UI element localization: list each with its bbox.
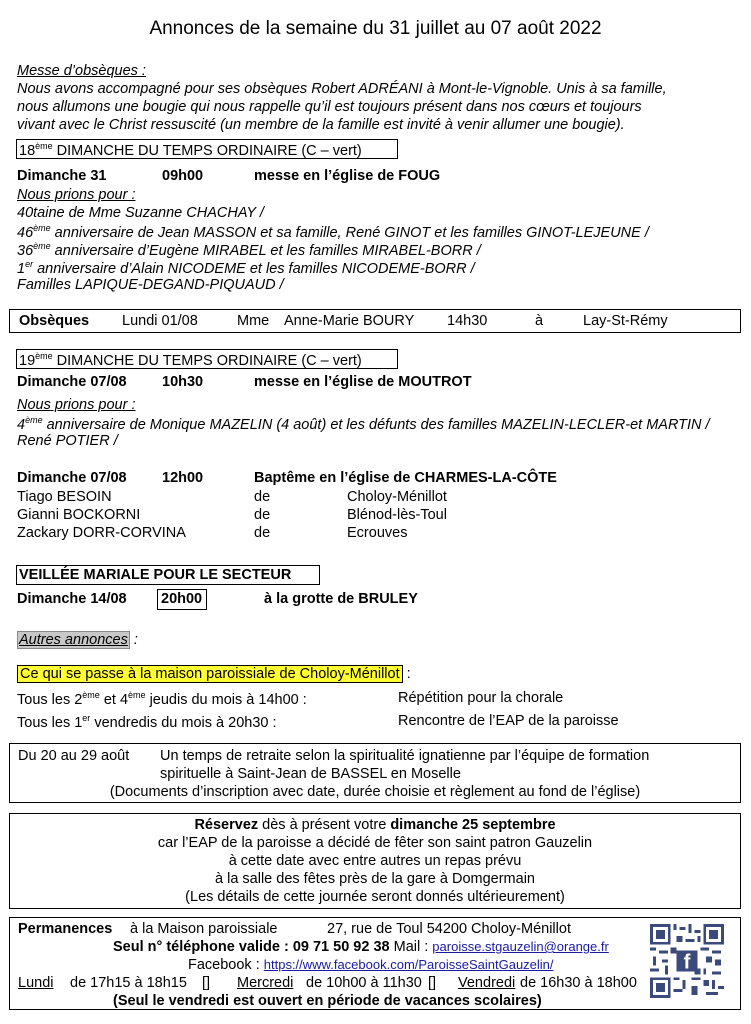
hours-sep: []	[202, 975, 211, 991]
retraite-dates: Du 20 au 29 août	[18, 748, 130, 764]
hours-vendredi: Vendredi	[458, 975, 516, 991]
maison-row: Tous les 1er vendredis du mois à 20h30 :	[17, 713, 277, 731]
baptism-child-name: Gianni BOCKORNI	[17, 507, 141, 523]
svg-text:f: f	[683, 950, 691, 974]
hours-sep: []	[428, 975, 437, 991]
permanences-phone: Seul n° téléphone valide : 09 71 50 92 38 Mail : paroisse.stgauzelin@orange.fr	[113, 939, 609, 955]
sunday18-day: Dimanche 31	[17, 168, 107, 184]
prayer-line: René POTIER /	[17, 433, 118, 449]
funeral-at: à	[535, 313, 544, 329]
baptism-child-de: de	[254, 525, 271, 541]
autres-heading: Autres annonces :	[19, 632, 138, 648]
prayer-line: 4ème anniversaire de Monique MAZELIN (4 août) et les défunts des familles MAZELIN-LECLER-et MARTIN /	[17, 415, 710, 433]
maison-row-what: Rencontre de l’EAP de la paroisse	[398, 713, 619, 729]
baptism-day: Dimanche 07/08	[17, 470, 127, 486]
sunday19-day: Dimanche 07/08	[17, 374, 127, 390]
permanences-box	[9, 917, 741, 1010]
reservez-line: (Les détails de cette journée seront donnés ultérieurement)	[185, 889, 565, 905]
hours-mercredi-time: de 10h00 à 11h30	[306, 975, 422, 991]
reservez-line: Réservez dès à présent votre dimanche 25 septembre	[194, 817, 556, 833]
baptism-child-name: Zackary DORR-CORVINA	[17, 525, 186, 541]
baptism-child-town: Blénod-lès-Toul	[347, 507, 447, 523]
sunday19-banner: 19ème DIMANCHE DU TEMPS ORDINAIRE (C – vert)	[16, 349, 398, 369]
qr-code-icon[interactable]	[650, 924, 724, 998]
sunday19-place: messe en l’église de MOUTROT	[254, 374, 472, 390]
sunday19-time: 10h30	[162, 374, 204, 390]
hours-lundi: Lundi	[18, 975, 54, 991]
baptism-time: 12h00	[162, 470, 204, 486]
veillee-place: à la grotte de BRULEY	[264, 591, 418, 607]
facebook-link[interactable]: https://www.facebook.com/ParoisseSaintGauzelin/	[263, 957, 554, 972]
prayer-line: 36ème anniversaire d’Eugène MIRABEL et les familles MIRABEL-BORR /	[17, 241, 481, 259]
prayer-line: Familles LAPIQUE-DEGAND-PIQUAUD /	[17, 277, 284, 293]
reservez-line: à la salle des fêtes près de la gare à Domgermain	[215, 871, 535, 887]
permanences-address: 27, rue de Toul 54200 Choloy-Ménillot	[327, 921, 571, 937]
permanences-facebook: Facebook : https://www.facebook.com/ParoisseSaintGauzelin/	[188, 957, 554, 973]
baptism-place: Baptême en l’église de CHARMES-LA-CÔTE	[254, 470, 557, 486]
obseques-line: nous allumons une bougie qui nous rappelle qu’il est toujours présent dans nos cœurs et toujours	[17, 99, 642, 115]
retraite-line: spirituelle à Saint-Jean de BASSEL en Moselle	[160, 766, 461, 782]
baptism-child-town: Choloy-Ménillot	[347, 489, 447, 505]
veillee-banner: VEILLÉE MARIALE POUR LE SECTEUR	[16, 565, 320, 585]
permanences-note: (Seul le vendredi est ouvert en période de vacances scolaires)	[113, 993, 542, 1009]
prayer-line: 46ème anniversaire de Jean MASSON et sa famille, René GINOT et les familles GINOT-LEJEUNE /	[17, 223, 649, 241]
sunday18-prayer-heading: Nous prions pour :	[17, 187, 136, 203]
hours-lundi-time: de 17h15 à 18h15	[70, 975, 187, 991]
maison-row: Tous les 2ème et 4ème jeudis du mois à 14h00 :	[17, 690, 307, 708]
funeral-time: 14h30	[447, 313, 488, 329]
funeral-label: Obsèques	[19, 313, 90, 329]
retraite-line: Un temps de retraite selon la spiritualité ignatienne par l’équipe de formation	[160, 748, 650, 764]
funeral-box	[9, 309, 741, 333]
hours-mercredi: Mercredi	[237, 975, 294, 991]
veillee-time: 20h00	[157, 589, 207, 610]
obseques-heading: Messe d’obsèques :	[17, 63, 146, 79]
obseques-line: vivant avec le Christ ressuscité (un membre de la famille est invité à venir allumer une bougie).	[17, 117, 625, 133]
sunday19-prayer-heading: Nous prions pour :	[17, 397, 136, 413]
permanences-line: Permanences	[18, 921, 113, 937]
reservez-line: car l’EAP de la paroisse a décidé de fêter son saint patron Gauzelin	[157, 835, 593, 851]
reservez-line: à cette date avec entre autres un repas prévu	[228, 853, 522, 869]
baptism-child-de: de	[254, 507, 271, 523]
prayer-line: 1er anniversaire d’Alain NICODEME et les familles NICODEME-BORR /	[17, 259, 475, 277]
permanences-where: à la Maison paroissiale	[130, 921, 278, 937]
page-title: Annonces de la semaine du 31 juillet au 07 août 2022	[149, 18, 602, 39]
baptism-child-de: de	[254, 489, 271, 505]
obseques-line: Nous avons accompagné pour ses obsèques Robert ADRÉANI à Mont-le-Vignoble. Unis à sa famille,	[17, 81, 667, 97]
funeral-name: Anne-Marie BOURY	[284, 313, 415, 329]
funeral-civ: Mme	[237, 313, 270, 329]
sunday18-banner: 18ème DIMANCHE DU TEMPS ORDINAIRE (C – vert)	[16, 139, 398, 159]
prayer-line: 40taine de Mme Suzanne CHACHAY /	[17, 205, 264, 221]
hours-vendredi-time: de 16h30 à 18h00	[520, 975, 637, 991]
retraite-line: (Documents d’inscription avec date, durée choisie et règlement au fond de l’église)	[109, 784, 641, 800]
mail-link[interactable]: paroisse.stgauzelin@orange.fr	[432, 939, 609, 954]
funeral-place: Lay-St-Rémy	[583, 313, 668, 329]
retraite-box	[9, 743, 741, 803]
sunday18-place: messe en l’église de FOUG	[254, 168, 441, 184]
maison-row-what: Répétition pour la chorale	[398, 690, 564, 706]
veillee-day: Dimanche 14/08	[17, 591, 127, 607]
baptism-child-name: Tiago BESOIN	[17, 489, 112, 505]
baptism-child-town: Ecrouves	[347, 525, 408, 541]
sunday18-time: 09h00	[162, 168, 204, 184]
maison-heading: Ce qui se passe à la maison paroissiale de Choloy-Ménillot :	[17, 666, 411, 682]
funeral-day: Lundi 01/08	[122, 313, 198, 329]
reservez-box	[9, 813, 741, 909]
